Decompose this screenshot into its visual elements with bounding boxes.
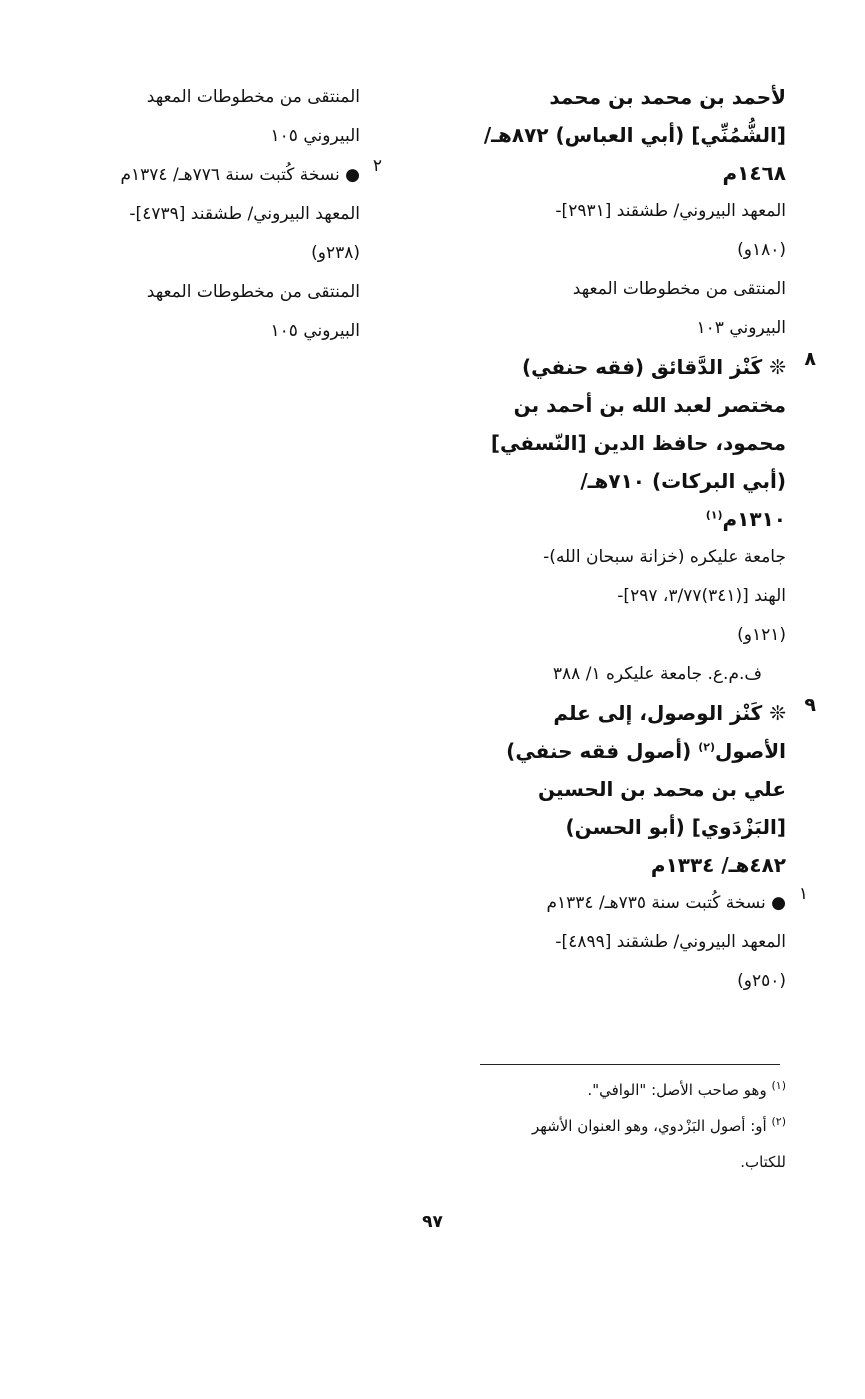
text-line (446, 732, 786, 770)
copy-2 (60, 156, 382, 351)
entry-number: ٩ (804, 694, 816, 716)
text-fragment: الأصول (715, 739, 786, 763)
entry-title: ❊ كَنْز الوصول، إلى علم (553, 701, 786, 725)
footnote (446, 1108, 786, 1144)
footnote-marker: (٢) (771, 1115, 786, 1128)
text-line: (٢٣٨و) (311, 243, 360, 263)
text-line: (٢٥٠و) (737, 971, 786, 991)
left-column (60, 78, 382, 351)
text-line: ١٤٦٨م (722, 161, 786, 185)
text-fragment: (أصول فقه حنفي) (506, 739, 699, 763)
text-line: البيروني ١٠٥ (270, 321, 360, 341)
text-line: المعهد البيروني/ طشقند [٤٨٩٩]- (555, 932, 786, 952)
text-line: المنتقى من مخطوطات المعهد (146, 87, 360, 107)
text-line: [البَزْدَوي] (أبو الحسن) (565, 815, 786, 839)
text-line (446, 500, 786, 538)
footnote-text: للكتاب. (740, 1153, 786, 1171)
copy-number: ٢ (372, 156, 382, 176)
text-line: المنتقى من مخطوطات المعهد (572, 279, 786, 299)
footnote-text: وهو صاحب الأصل: "الوافي". (587, 1081, 772, 1099)
footnote (446, 1072, 786, 1108)
entry-8 (446, 348, 816, 694)
copy-number: ١ (798, 884, 808, 904)
footnote-ref: (٢) (698, 740, 716, 754)
footnotes (446, 1072, 786, 1180)
footnote-divider (480, 1064, 780, 1065)
text-line: البيروني ١٠٥ (270, 126, 360, 146)
text-line: المعهد البيروني/ طشقند [٢٩٣١]- (555, 201, 786, 221)
text-line: ف.م.ع. جامعة عليكره ١/ ٣٨٨ (552, 664, 762, 684)
text-line: لأحمد بن محمد بن محمد (549, 85, 786, 109)
text-line: (أبي البركات) ٧١٠هـ/ (580, 469, 786, 493)
entry-title: ❊ كَنْز الدَّقائق (فقه حنفي) (521, 355, 786, 379)
text-fragment: ١٣١٠م (722, 507, 786, 531)
text-line: (١٢١و) (737, 625, 786, 645)
text-line: المعهد البيروني/ طشقند [٤٧٣٩]- (129, 204, 360, 224)
footnote (446, 1144, 786, 1180)
footnote-marker: (١) (771, 1079, 786, 1092)
text-line: الهند [(٣٤١)٣/٧٧، ٢٩٧]- (617, 586, 786, 606)
right-column (446, 78, 816, 1001)
footnote-text: أو: أصول البَزْدوي، وهو العنوان الأشهر (531, 1117, 772, 1135)
copy-1 (446, 884, 808, 1001)
text-line: محمود، حافظ الدين [النّسفي] (490, 431, 786, 455)
text-line: (١٨٠و) (737, 240, 786, 260)
text-line: المنتقى من مخطوطات المعهد (146, 282, 360, 302)
text-line: [الشُّمُنِّي] (أبي العباس) ٨٧٢هـ/ (483, 123, 786, 147)
text-line: جامعة عليكره (خزانة سبحان الله)- (543, 547, 786, 567)
text-line: ٤٨٢هـ/ ١٣٣٤م (650, 853, 786, 877)
text-line: علي بن محمد بن الحسين (538, 777, 786, 801)
entry-number: ٨ (804, 348, 816, 370)
page-number: ٩٧ (422, 1212, 443, 1232)
entry-7-continuation (446, 78, 786, 348)
text-line: ● نسخة كُتبت سنة ٧٣٥هـ/ ١٣٣٤م (546, 893, 786, 913)
footnote-ref: (١) (705, 508, 723, 522)
text-line: البيروني ١٠٣ (696, 318, 786, 338)
text-line: ● نسخة كُتبت سنة ٧٧٦هـ/ ١٣٧٤م (120, 165, 360, 185)
entry-9 (446, 694, 816, 884)
text-line: مختصر لعبد الله بن أحمد بن (513, 393, 786, 417)
